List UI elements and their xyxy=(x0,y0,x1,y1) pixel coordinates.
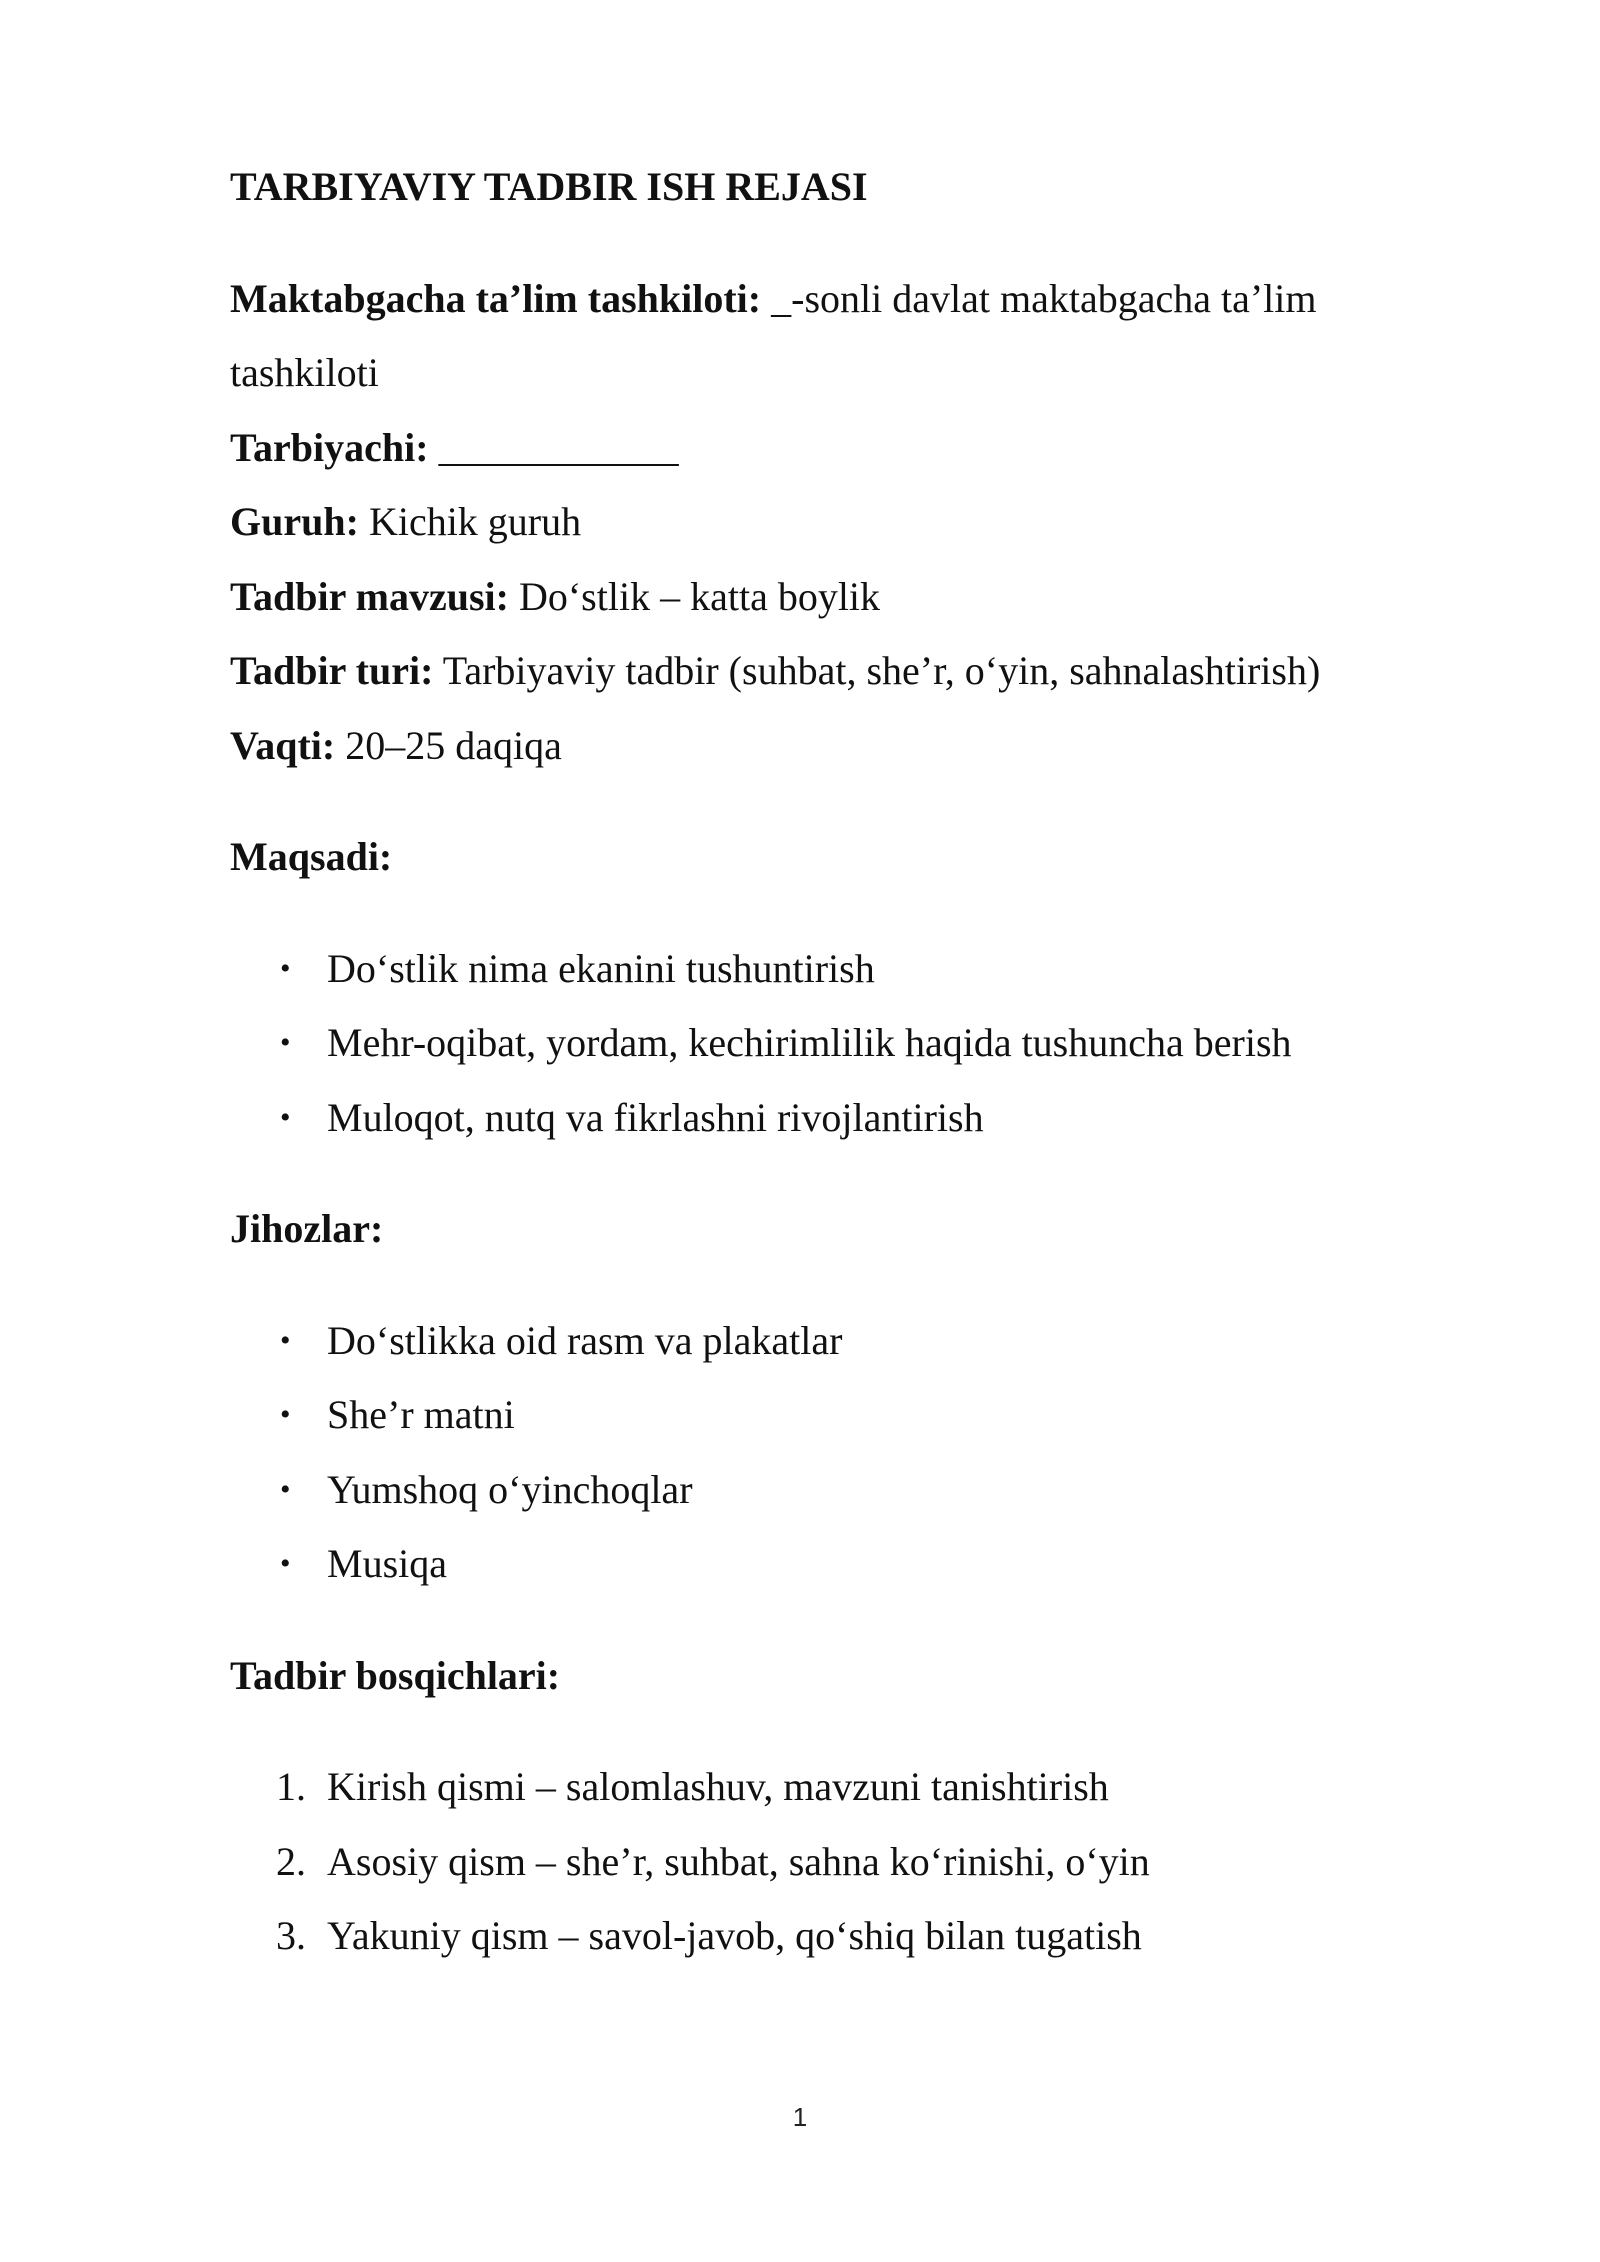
field-value: Kichik guruh xyxy=(368,499,582,544)
spacer xyxy=(230,1713,1430,1750)
field-value: _-sonli davlat maktabgacha ta’lim tashkiloti xyxy=(230,275,1317,395)
list-item-text: Yumshoq o‘yinchoqlar xyxy=(327,1466,693,1512)
field-label: Tarbiyachi: xyxy=(230,424,429,470)
list-item xyxy=(230,932,1430,1007)
document-title: TARBIYAVIY TADBIR ISH REJASI xyxy=(230,164,868,209)
bullet-icon: • xyxy=(280,1026,291,1059)
list-item-text: Asosiy qism – she’r, suhbat, sahna ko‘rinishi, o‘yin xyxy=(327,1838,1150,1884)
bullet-icon: • xyxy=(280,1323,291,1357)
list-item-text: She’r matni xyxy=(327,1392,515,1437)
list-item-text: Do‘stlikka oid rasm va plakatlar xyxy=(327,1317,843,1363)
field-label: Tadbir mavzusi: xyxy=(230,573,509,619)
field-label: Tadbir turi: xyxy=(230,648,434,693)
field-label: Maktabgacha ta’lim tashkiloti: xyxy=(230,275,762,321)
bullet-icon: • xyxy=(280,951,291,985)
field-mavzu xyxy=(230,560,1430,635)
field-turi xyxy=(230,634,1430,709)
bullet-icon: • xyxy=(280,1100,291,1134)
list-item-text: Yakuniy qism – savol-javob, qo‘shiq bilan tugatish xyxy=(327,1913,1142,1958)
list-number: 1. xyxy=(276,1764,306,1809)
list-item-text: Kirish qismi – salomlashuv, mavzuni tanishtirish xyxy=(327,1764,1109,1809)
field-label: Vaqti: xyxy=(230,722,336,768)
spacer xyxy=(230,225,1430,262)
list-item xyxy=(230,1378,1430,1453)
jihozlar-list xyxy=(230,1304,1430,1602)
field-vaqti xyxy=(230,709,1430,784)
list-item xyxy=(230,1081,1430,1156)
spacer xyxy=(230,783,1430,820)
field-value: Tarbiyaviy tadbir (suhbat, she’r, o‘yin, sahnalashtirish) xyxy=(442,648,1321,693)
list-item-text: Muloqot, nutq va fikrlashni rivojlantirish xyxy=(327,1094,984,1140)
field-value: Do‘stlik – katta boylik xyxy=(518,573,881,619)
list-number: 3. xyxy=(276,1913,306,1958)
list-item xyxy=(230,1527,1430,1602)
section-heading-maqsadi: Maqsadi: xyxy=(230,834,393,879)
bosqichlar-list xyxy=(230,1750,1430,1974)
field-guruh xyxy=(230,485,1430,560)
document-page xyxy=(230,150,1430,1974)
spacer xyxy=(230,895,1430,932)
spacer xyxy=(230,1155,1430,1192)
list-item-text: Do‘stlik nima ekanini tushuntirish xyxy=(327,945,875,991)
field-tashkilot xyxy=(230,262,1430,411)
bullet-icon: • xyxy=(280,1398,291,1431)
section-heading-bosqichlar: Tadbir bosqichlari: xyxy=(230,1652,561,1698)
list-item xyxy=(230,1006,1430,1081)
bullet-icon: • xyxy=(280,1472,291,1506)
field-label: Guruh: xyxy=(230,499,359,544)
list-item xyxy=(230,1899,1430,1974)
list-item-text: Musiqa xyxy=(327,1541,447,1586)
section-heading-jihozlar: Jihozlar: xyxy=(230,1206,384,1251)
field-tarbiyachi xyxy=(230,411,1430,486)
list-item xyxy=(230,1304,1430,1379)
spacer xyxy=(230,1267,1430,1304)
bullet-icon: • xyxy=(280,1547,291,1580)
maqsadi-list xyxy=(230,932,1430,1156)
list-number: 2. xyxy=(276,1838,306,1884)
list-item xyxy=(230,1750,1430,1825)
list-item-text: Mehr-oqibat, yordam, kechirimlilik haqida tushuncha berish xyxy=(327,1020,1292,1065)
list-item xyxy=(230,1825,1430,1900)
list-item xyxy=(230,1453,1430,1528)
page-number: 1 xyxy=(792,2102,808,2132)
field-value: ____________ xyxy=(438,424,679,470)
spacer xyxy=(230,1602,1430,1639)
field-value: 20–25 daqiqa xyxy=(345,722,562,768)
